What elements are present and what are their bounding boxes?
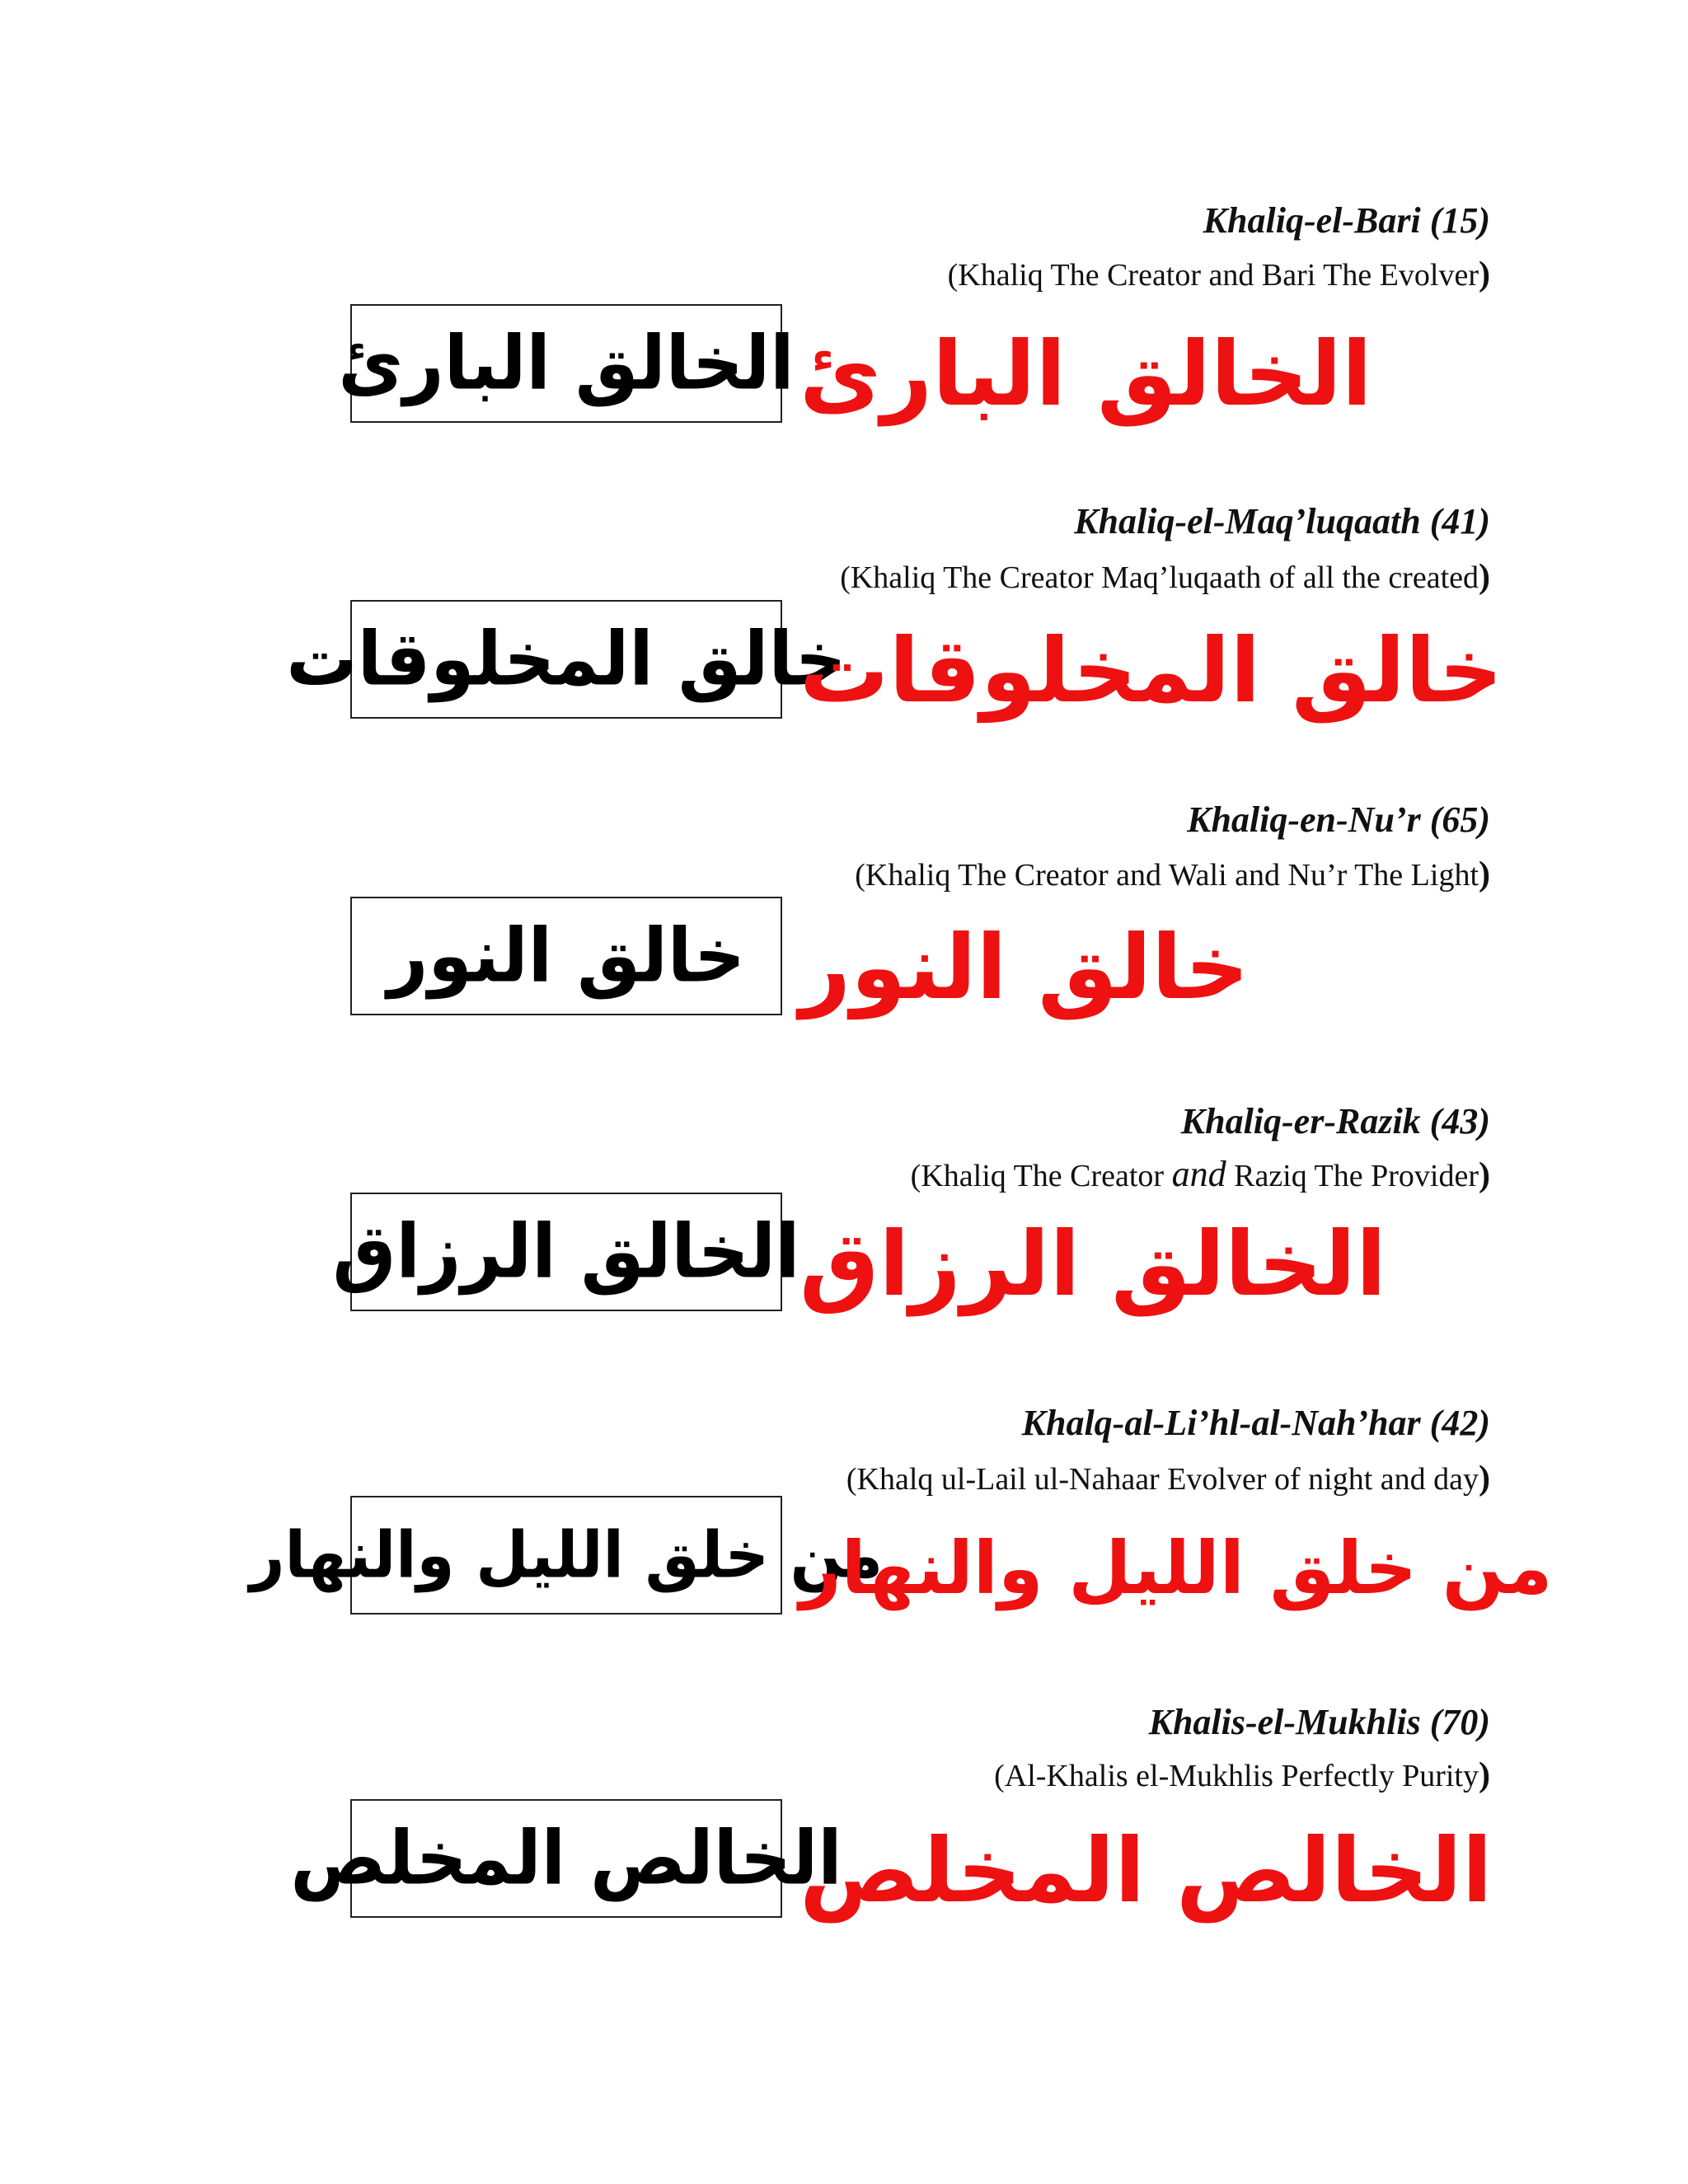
calligraphy-text: الخالق الرزاق [332,1208,800,1296]
entry-subtitle [994,1756,1490,1794]
calligraphy-text: من خلق الليل والنهار [799,1526,1553,1610]
calligraphy-black-boxed [350,897,782,1015]
entry-title: Khaliq-er-Razik (43) [1180,1101,1490,1141]
entry-title: Khaliq-el-Bari (15) [1203,200,1490,241]
subtitle-text: (Khaliq The Creator Maq’luqaath of all the created [840,560,1479,595]
calligraphy-black-boxed [332,1193,800,1311]
calligraphy-red [799,898,1294,1038]
subtitle-text: (Khaliq The Creator and Wali and Nu’r The Light [855,858,1479,893]
calligraphy-black-boxed [338,304,795,423]
calligraphy-text: خالق المخلوقات [799,620,1503,723]
subtitle-close-paren: ) [1479,558,1490,596]
calligraphy-black-boxed [290,1799,842,1918]
calligraphy-text: خالق المخلوقات [286,616,846,703]
calligraphy-red [799,1498,1553,1638]
calligraphy-text: من خلق الليل والنهار [249,1517,884,1593]
calligraphy-black-boxed [249,1496,884,1615]
calligraphy-text: الخالق البارئ [799,323,1372,426]
calligraphy-text: خالق النور [799,916,1250,1019]
subtitle-close-paren: ) [1479,1460,1490,1497]
subtitle-text-post: Raziq The Provider [1226,1159,1479,1193]
subtitle-text: (Khaliq The Creator [910,1159,1172,1193]
subtitle-and: and [1171,1154,1226,1194]
calligraphy-red [799,305,1372,445]
entry-title: Khalq-al-Li’hl-al-Nah’har (42) [1021,1403,1490,1443]
calligraphy-text: الخالص المخلص [799,1820,1493,1923]
subtitle-close-paren: ) [1479,855,1490,893]
calligraphy-text: الخالص المخلص [290,1815,842,1902]
subtitle-text: (Al-Khalis el-Mukhlis Perfectly Purity [994,1759,1479,1793]
calligraphy-black-boxed [286,600,846,719]
entry-subtitle [846,1460,1490,1497]
entry-subtitle [855,855,1490,893]
calligraphy-text: الخالق الرزاق [799,1213,1386,1316]
entry-subtitle [948,255,1490,293]
subtitle-close-paren: ) [1479,1756,1490,1794]
entry-subtitle [911,1156,1490,1194]
entry-subtitle [840,558,1490,596]
calligraphy-red [799,1195,1386,1335]
entry-title: Khaliq-en-Nu’r (65) [1187,799,1490,840]
subtitle-text: (Khalq ul-Lail ul-Nahaar Evolver of night and day [846,1462,1479,1497]
calligraphy-text: الخالق البارئ [338,320,795,407]
entry-title: Khalis-el-Mukhlis (70) [1148,1702,1490,1742]
calligraphy-red [799,1802,1493,1942]
calligraphy-text: خالق النور [387,912,746,1000]
entry-title: Khaliq-el-Maq’luqaath (41) [1074,501,1490,541]
subtitle-close-paren: ) [1479,1156,1490,1194]
calligraphy-red [799,602,1503,742]
subtitle-close-paren: ) [1479,255,1490,293]
subtitle-text: (Khaliq The Creator and Bari The Evolver [947,258,1479,293]
